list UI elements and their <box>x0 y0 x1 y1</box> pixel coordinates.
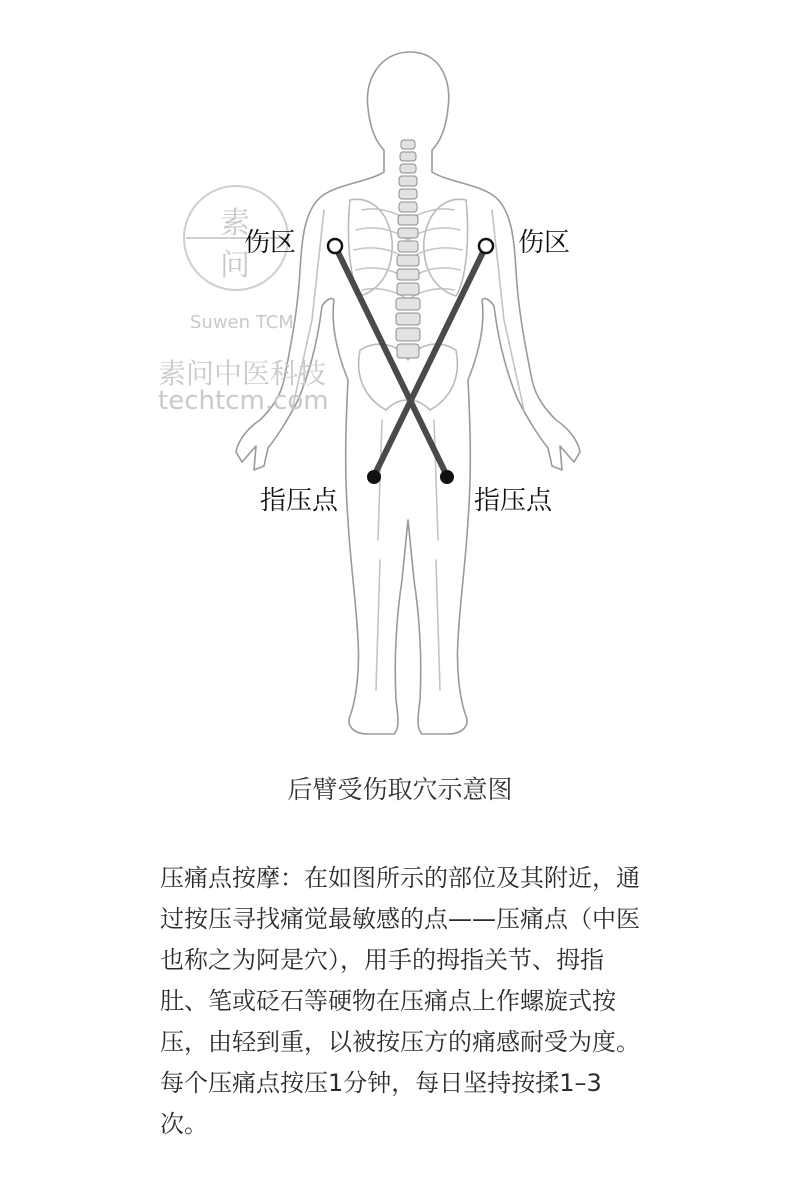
watermark-name: 素问中医科技 <box>158 357 327 390</box>
figure-caption: 后臂受伤取穴示意图 <box>287 775 513 804</box>
watermark-site: techtcm.com <box>158 386 329 416</box>
body-paragraph: 压痛点按摩：在如图所示的部位及其附近，通过按压寻找痛觉最敏感的点——压痛点（中医也称之为阿是穴），用手的拇指关节、拇指肚、笔或砭石等硬物在压痛点上作螺旋式按压，由轻到重，以被按压方的痛感耐受为度。每个压痛点按压1分钟，每日坚持按揉1–3次。 <box>160 864 640 1138</box>
label-injury-left: 伤区 <box>244 228 297 258</box>
injury-marker-right <box>479 239 493 253</box>
body-text <box>160 858 640 1145</box>
watermark-logo-bottom: 问 <box>220 248 250 283</box>
label-injury-right: 伤区 <box>518 228 571 258</box>
label-press-left: 指压点 <box>260 486 339 516</box>
press-point-right <box>440 470 454 484</box>
press-point-left <box>367 470 381 484</box>
watermark-logo-en: Suwen TCM <box>190 312 294 333</box>
injury-marker-left <box>328 239 342 253</box>
spine <box>396 140 420 358</box>
watermark-logo-top: 素 <box>220 206 250 241</box>
label-press-right: 指压点 <box>474 486 553 516</box>
